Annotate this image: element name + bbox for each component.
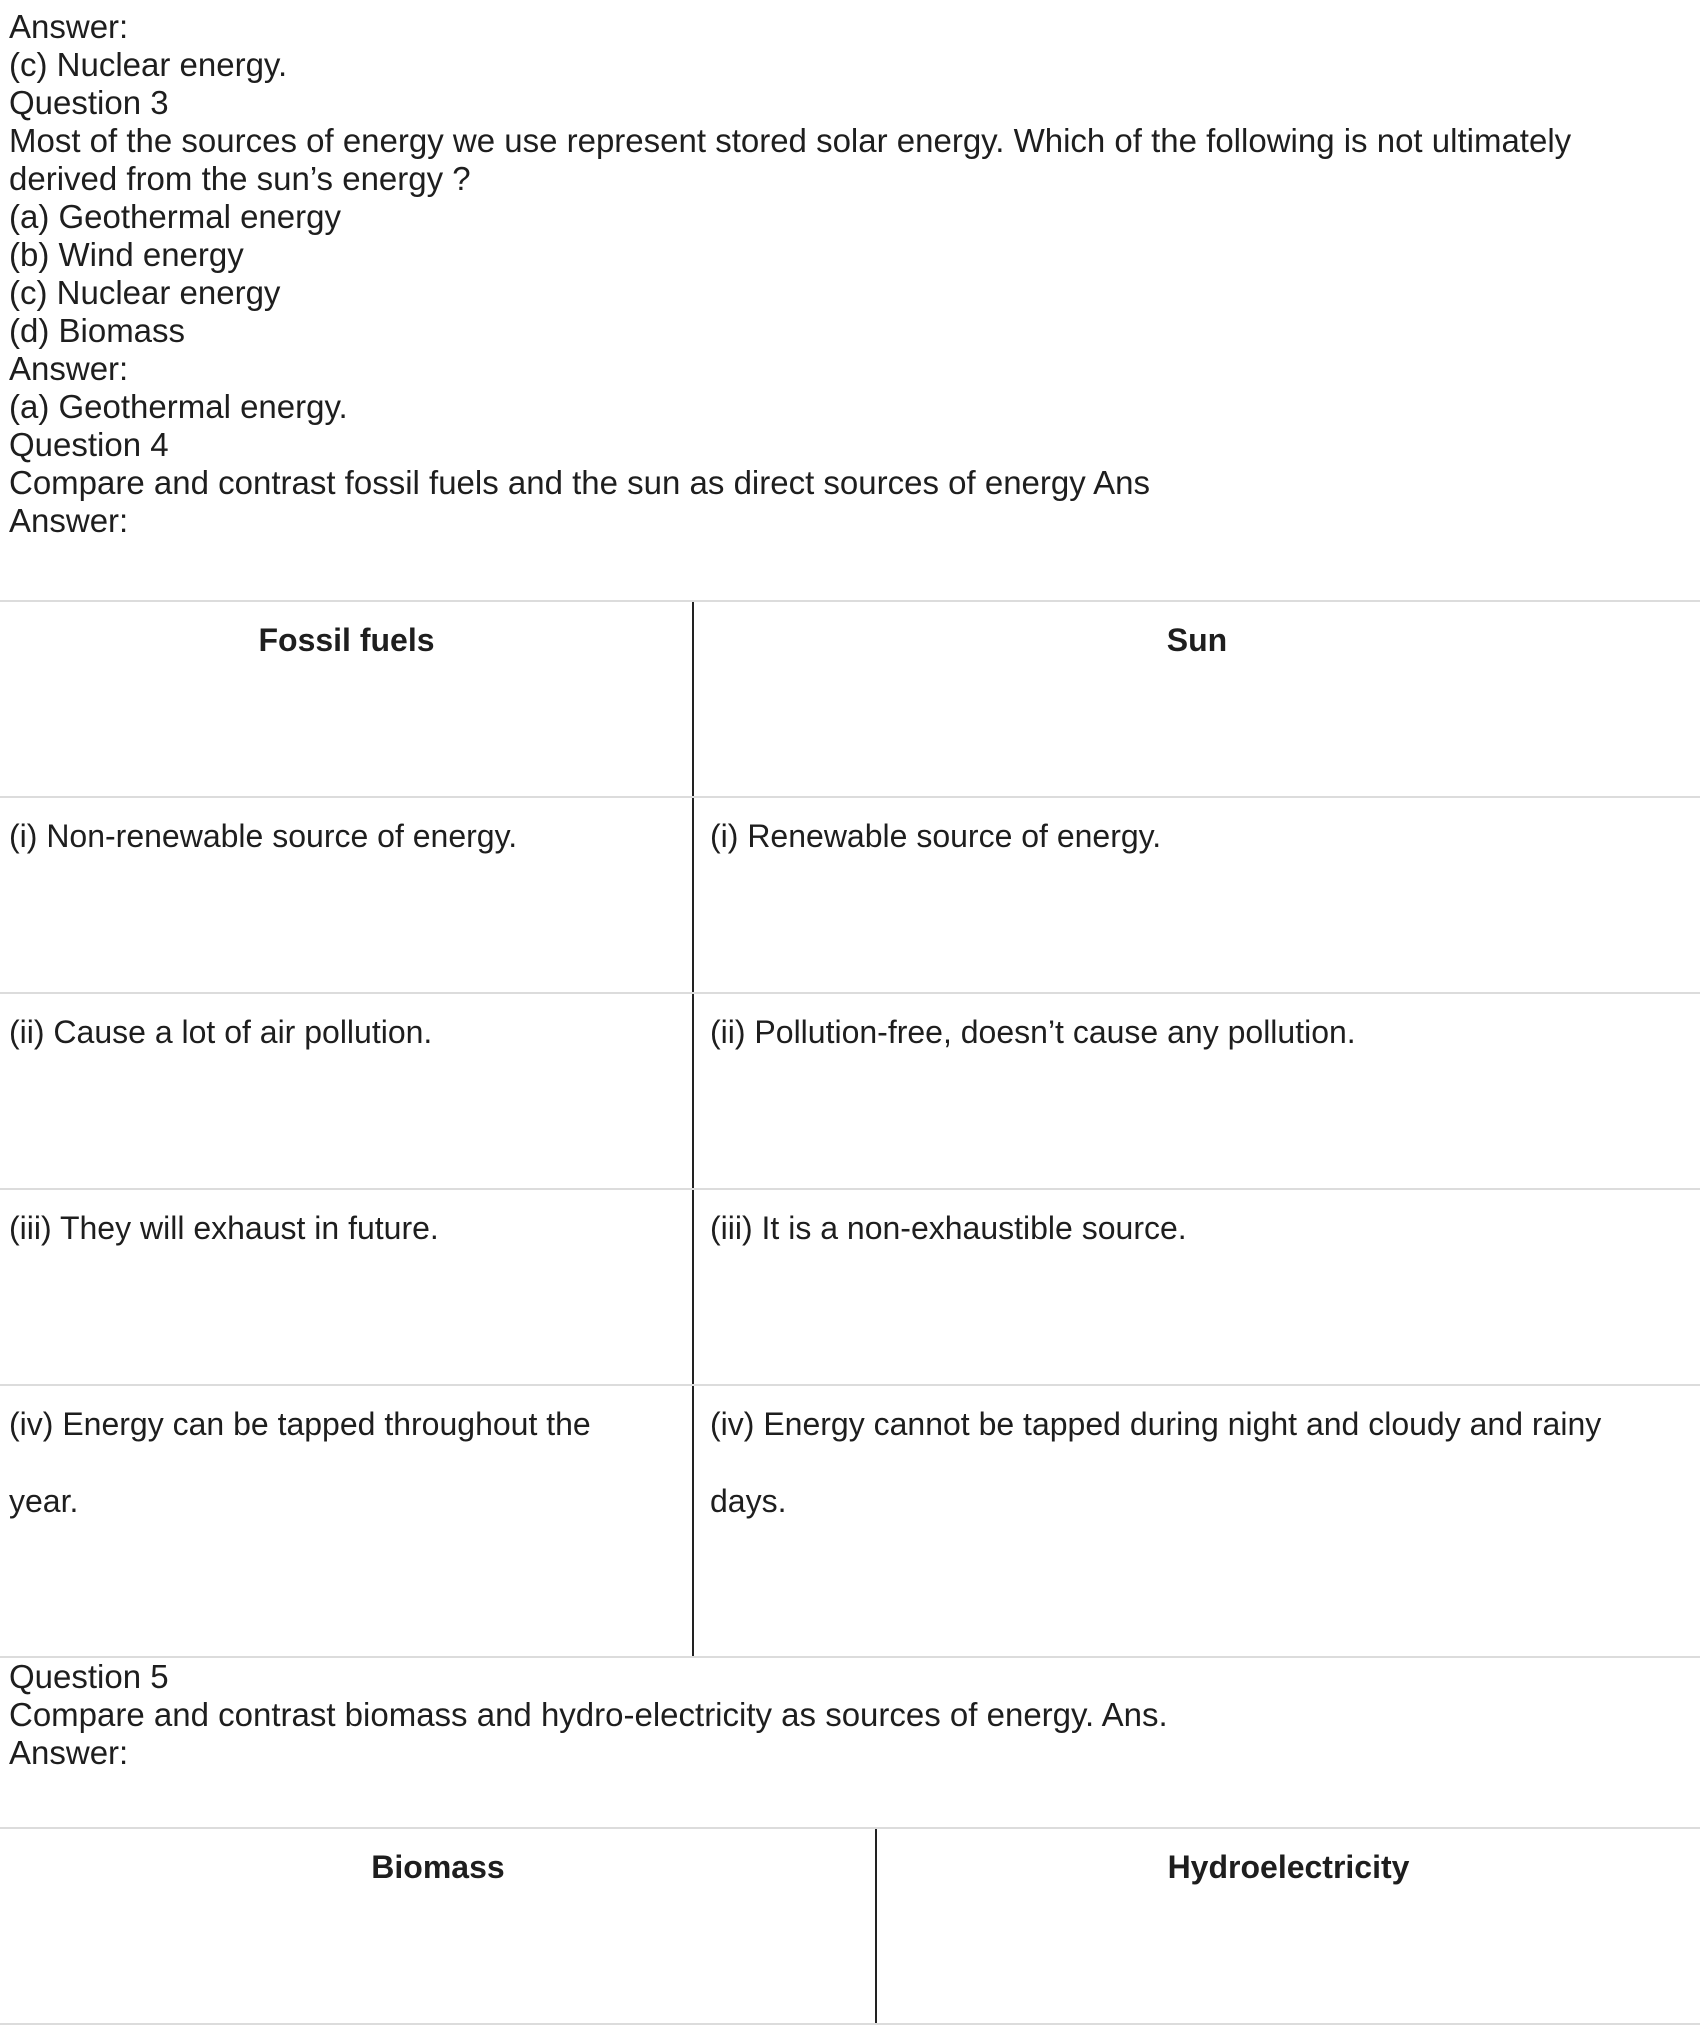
table-header-row: [0, 1827, 1700, 2023]
table-row: [0, 1384, 1700, 1656]
table-cell: (i) Renewable source of energy.: [710, 818, 1162, 854]
answer-text: (c) Nuclear energy.: [9, 46, 288, 83]
table-row: [0, 992, 1700, 1188]
question-heading: Question 4: [9, 426, 169, 463]
option-d: (d) Biomass: [9, 312, 186, 349]
answer-label: Answer:: [9, 1734, 129, 1771]
table-cell: (ii) Pollution-free, doesn’t cause any pollution.: [710, 1014, 1356, 1050]
question-text: Compare and contrast biomass and hydro-electricity as sources of energy. Ans.: [9, 1696, 1168, 1733]
comparison-table-biomass-hydro: [0, 1827, 1700, 2025]
table-header-cell: Hydroelectricity: [1167, 1849, 1410, 1885]
answer-label: Answer:: [9, 350, 129, 387]
table-cell: (iii) They will exhaust in future.: [9, 1210, 439, 1246]
question-heading: Question 3: [9, 84, 169, 121]
question-text: derived from the sun’s energy ?: [9, 160, 471, 197]
answer-label: Answer:: [9, 502, 129, 539]
table-header-row: [0, 600, 1700, 796]
comparison-table-fossil-sun: [0, 600, 1700, 1658]
table-bottom-border: [0, 1656, 1700, 1658]
table-cell: (iv) Energy cannot be tapped during night and cloudy and rainy days.: [710, 1406, 1602, 1519]
table-header-cell: Fossil fuels: [258, 622, 435, 658]
option-a: (a) Geothermal energy: [9, 198, 341, 235]
table-cell: (i) Non-renewable source of energy.: [9, 818, 518, 854]
answer-text: (a) Geothermal energy.: [9, 388, 348, 425]
table-bottom-border: [0, 2023, 1700, 2025]
table-header-cell: Biomass: [371, 1849, 505, 1885]
question-text: Most of the sources of energy we use represent stored solar energy. Which of the following is not ultimately: [9, 122, 1572, 159]
option-b: (b) Wind energy: [9, 236, 244, 273]
question-text: Compare and contrast fossil fuels and the sun as direct sources of energy Ans: [9, 464, 1150, 501]
table-header-cell: Sun: [1166, 622, 1228, 658]
table-cell: (iii) It is a non-exhaustible source.: [710, 1210, 1187, 1246]
table-cell: (ii) Cause a lot of air pollution.: [9, 1014, 433, 1050]
table-row: [0, 796, 1700, 992]
question-heading: Question 5: [9, 1658, 169, 1695]
table-cell: (iv) Energy can be tapped throughout the year.: [9, 1406, 591, 1519]
table-row: [0, 1188, 1700, 1384]
answer-label: Answer:: [9, 8, 129, 45]
option-c: (c) Nuclear energy: [9, 274, 281, 311]
